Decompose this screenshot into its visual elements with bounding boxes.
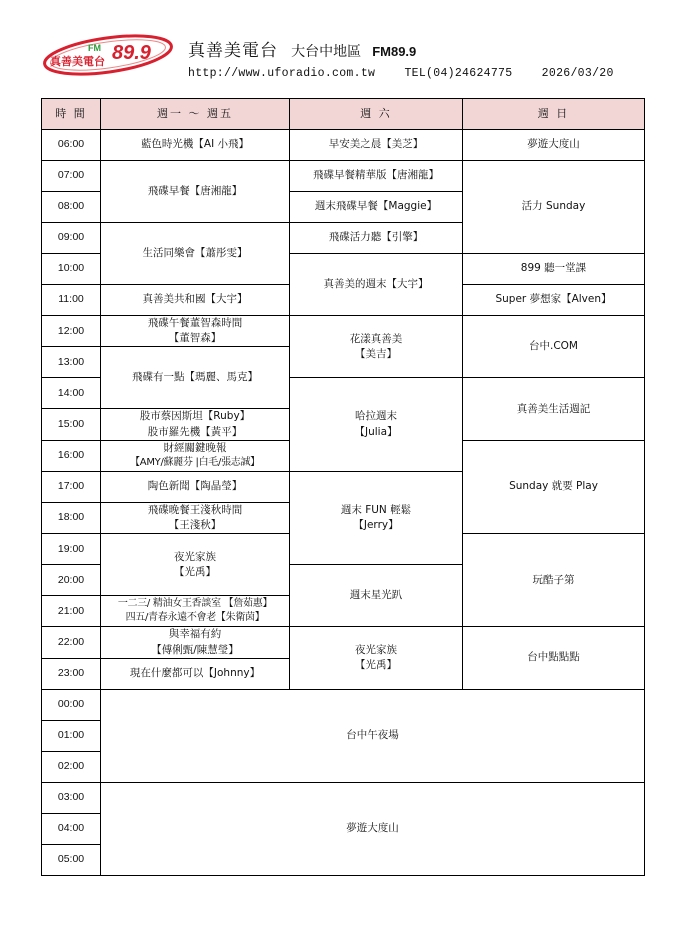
time-cell: 21:00 — [42, 596, 101, 627]
logo-station-name: 真善美電台 — [50, 55, 105, 68]
program-host: 【傅俐甄/陳慧瑩】 — [151, 643, 239, 656]
time-cell: 09:00 — [42, 223, 101, 254]
program-cell: 生活同樂會【蕭彤雯】 — [101, 223, 290, 285]
program-title: 股市羅先機【黃平】 — [147, 425, 243, 438]
program-host: 【Jerry】 — [353, 519, 399, 532]
program-title: 週末 FUN 輕鬆 — [340, 503, 412, 516]
program-cell — [101, 316, 290, 347]
program-cell: 台中午夜場 — [101, 689, 645, 782]
program-cell: 飛碟早餐精華版【唐湘龍】 — [290, 161, 463, 192]
time-cell: 12:00 — [42, 316, 101, 347]
program-title: 一二三/ 精油女王香談室 【詹茹惠】 — [117, 597, 273, 609]
program-title: 財經關鍵晚報 — [163, 442, 227, 455]
website-url: http://www.uforadio.com.tw — [188, 67, 376, 80]
time-cell: 22:00 — [42, 627, 101, 658]
time-cell: 06:00 — [42, 130, 101, 161]
program-host: 【美吉】 — [355, 347, 397, 360]
program-cell: 陶色新聞【陶晶瑩】 — [101, 471, 290, 502]
program-cell: 玩酷子第 — [463, 534, 645, 627]
program-cell: 真善美共和國【大宇】 — [101, 285, 290, 316]
time-cell: 10:00 — [42, 254, 101, 285]
schedule-row — [42, 316, 645, 347]
time-cell: 11:00 — [42, 285, 101, 316]
program-host: 【光禹】 — [355, 659, 397, 672]
program-cell: 真善美的週末【大宇】 — [290, 254, 463, 316]
program-cell: 夢遊大度山 — [463, 130, 645, 161]
program-cell — [101, 596, 290, 627]
contact-info — [188, 67, 636, 80]
program-cell: 週末星光趴 — [290, 565, 463, 627]
time-cell: 08:00 — [42, 192, 101, 223]
program-host: 【董智森】 — [168, 332, 222, 345]
program-cell: 活力 Sunday — [463, 161, 645, 254]
program-cell: 台中.COM — [463, 316, 645, 378]
program-title: 夜光家族 — [174, 550, 216, 563]
program-title: 飛碟晚餐王淺秋時間 — [147, 503, 243, 516]
time-cell: 14:00 — [42, 378, 101, 409]
time-cell: 17:00 — [42, 471, 101, 502]
telephone: TEL(04)24624775 — [404, 67, 513, 80]
program-title: 哈拉週末 — [355, 410, 397, 423]
schedule-row — [42, 689, 645, 720]
program-cell: 真善美生活週記 — [463, 378, 645, 440]
program-title: 股市蔡因斯坦【Ruby】 — [139, 410, 251, 423]
program-cell: 台中點點點 — [463, 627, 645, 689]
time-cell: 19:00 — [42, 534, 101, 565]
program-cell: 飛碟早餐【唐湘龍】 — [101, 161, 290, 223]
time-cell: 07:00 — [42, 161, 101, 192]
time-cell: 02:00 — [42, 751, 101, 782]
program-cell: 飛碟有一點【瑪麗、馬克】 — [101, 347, 290, 409]
program-host: 【AMY/蘇麗芬 |白毛/張志誠】 — [130, 457, 260, 469]
logo-frequency-text: 89.9 — [112, 42, 151, 64]
schedule-row — [42, 161, 645, 192]
program-title: 飛碟午餐董智森時間 — [147, 317, 243, 329]
time-cell: 13:00 — [42, 347, 101, 378]
time-cell: 00:00 — [42, 689, 101, 720]
program-host: 【王淺秋】 — [168, 519, 222, 532]
time-cell: 04:00 — [42, 813, 101, 844]
program-cell: 現在什麼都可以【Johnny】 — [101, 658, 290, 689]
schedule-row — [42, 130, 645, 161]
program-cell: 早安美之晨【美芝】 — [290, 130, 463, 161]
time-cell: 15:00 — [42, 409, 101, 440]
time-cell: 01:00 — [42, 720, 101, 751]
time-cell: 05:00 — [42, 844, 101, 875]
program-cell: 899 聽一堂課 — [463, 254, 645, 285]
program-cell — [101, 409, 290, 440]
header-row — [42, 99, 645, 130]
program-cell — [101, 502, 290, 533]
program-cell: 飛碟活力聽【引擎】 — [290, 223, 463, 254]
program-cell — [101, 534, 290, 596]
program-cell — [101, 440, 290, 471]
time-cell: 03:00 — [42, 782, 101, 813]
frequency-label: FM89.9 — [372, 44, 417, 59]
col-header-saturday: 週 六 — [290, 99, 463, 130]
program-host: 【Julia】 — [354, 425, 398, 438]
program-cell — [290, 378, 463, 471]
station-title: 真善美電台 — [188, 41, 278, 61]
program-cell — [290, 627, 463, 689]
schedule-date: 2026/03/20 — [541, 67, 614, 80]
schedule-row — [42, 782, 645, 813]
program-schedule-table — [41, 98, 645, 876]
program-cell: 夢遊大度山 — [101, 782, 645, 875]
program-cell: 藍色時光機【AI 小飛】 — [101, 130, 290, 161]
station-logo — [42, 32, 180, 78]
time-cell: 16:00 — [42, 440, 101, 471]
program-cell: Super 夢想家【Alven】 — [463, 285, 645, 316]
logo-fm-text: FM — [88, 43, 101, 53]
time-cell: 23:00 — [42, 658, 101, 689]
program-title: 與幸福有約 — [168, 628, 222, 641]
program-title: 花漾真善美 — [349, 332, 403, 345]
program-cell: Sunday 就要 Play — [463, 440, 645, 533]
time-cell: 18:00 — [42, 502, 101, 533]
program-title: 夜光家族 — [355, 643, 397, 656]
program-cell — [290, 471, 463, 564]
col-header-weekday: 週一 ～ 週五 — [101, 99, 290, 130]
time-cell: 20:00 — [42, 565, 101, 596]
program-cell: 週末飛碟早餐【Maggie】 — [290, 192, 463, 223]
col-header-time: 時 間 — [42, 99, 101, 130]
col-header-sunday: 週 日 — [463, 99, 645, 130]
program-title: 四五/青春永遠不會老【朱衛茵】 — [125, 612, 265, 624]
page-title — [188, 36, 416, 61]
region-label: 大台中地區 — [291, 44, 362, 60]
program-cell — [290, 316, 463, 378]
schedule-row — [42, 627, 645, 658]
program-host: 【光禹】 — [174, 565, 216, 578]
program-cell — [101, 627, 290, 658]
